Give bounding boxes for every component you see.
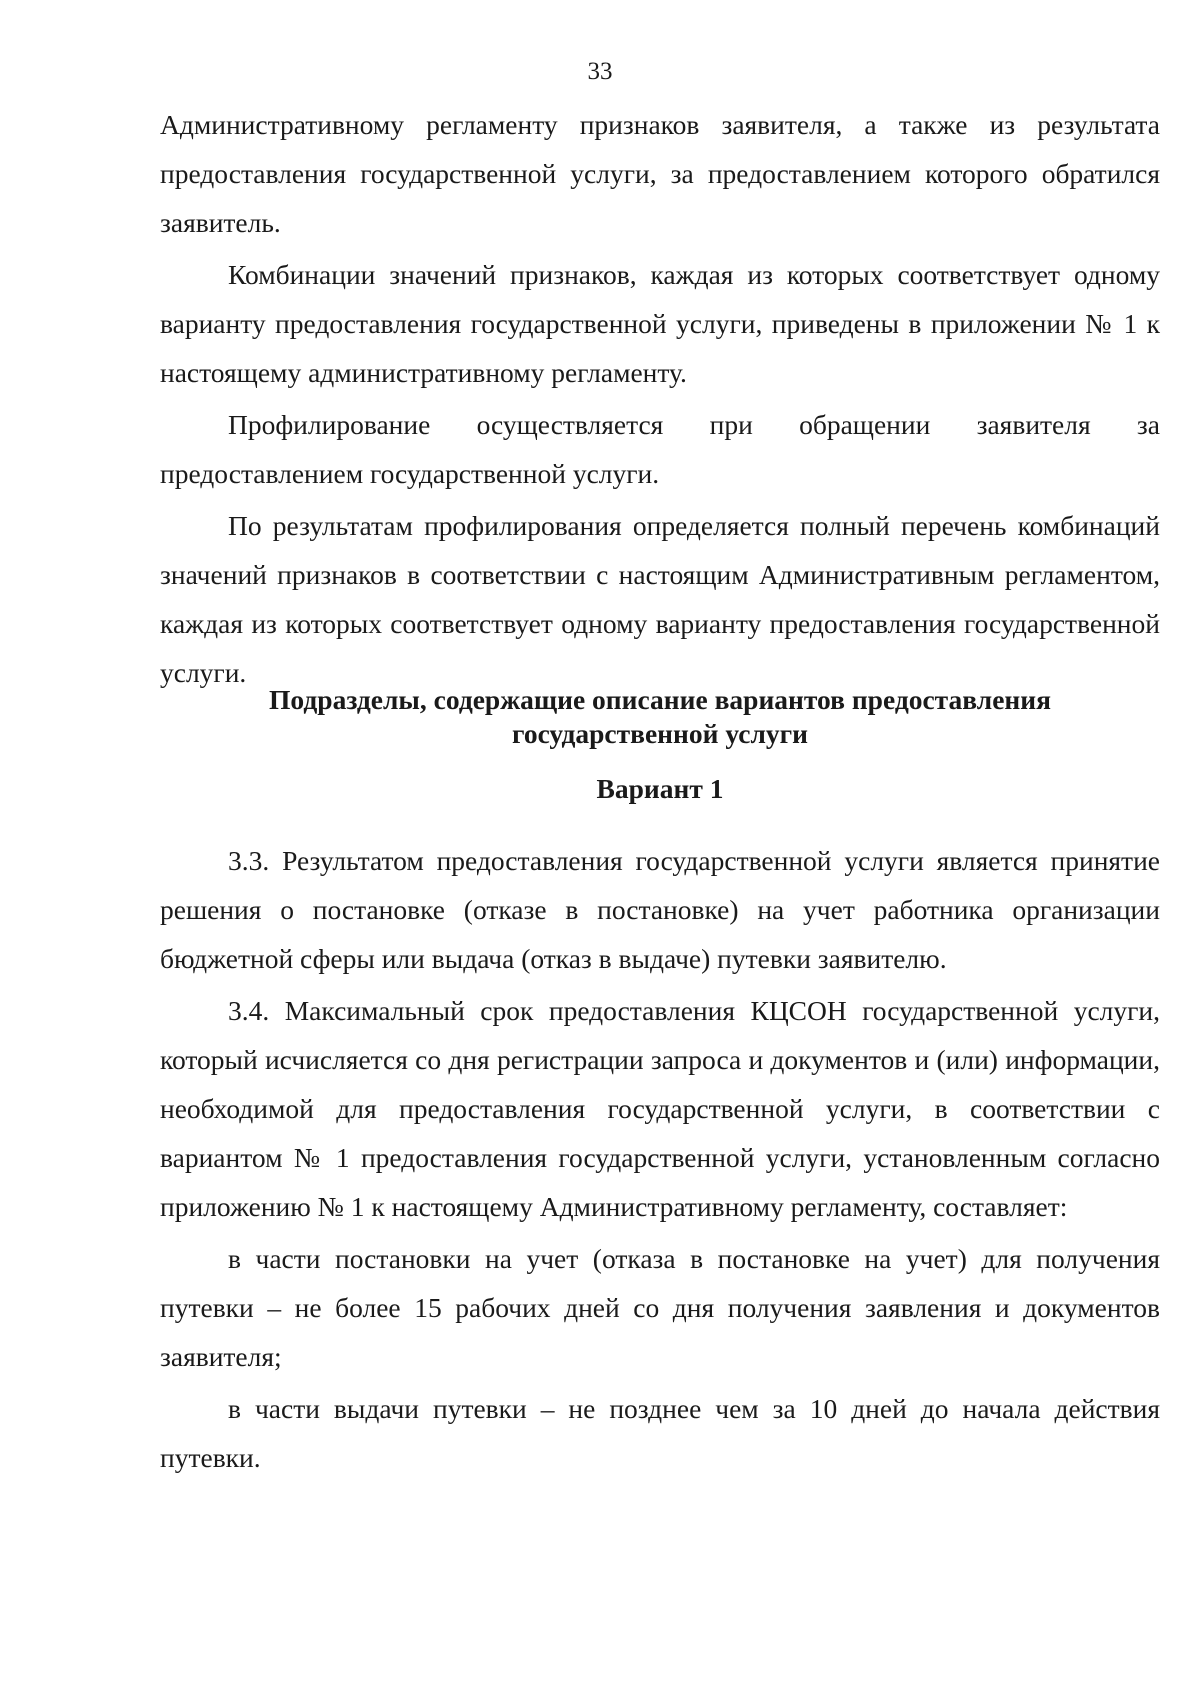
paragraph-issuance-term: в части выдачи путевки – не позднее чем за 10 дней до начала действия путевки. [160,1393,1160,1473]
paragraph-profiling: Профилирование осуществляется при обращении заявителя за предоставлением государственной услуги. [160,409,1160,489]
variant-heading: Вариант 1 [596,773,724,804]
intro-text-block [160,100,1160,697]
paragraph-registration-term: в части постановки на учет (отказа в постановке на учет) для получения путевки – не более 15 рабочих дней со дня получения заявления и документов заявителя; [160,1243,1160,1372]
paragraph-profiling-results: По результатам профилирования определяется полный перечень комбинаций значений признаков в соответствии с настоящим Административным регламентом, каждая из которых соответствует одному варианту предоставления государственной услуги. [160,510,1160,688]
section-heading [160,683,1160,751]
section-heading-line-1: Подразделы, содержащие описание вариантов предоставления [269,684,1051,715]
section-heading-line-2: государственной услуги [512,718,808,749]
paragraph-3-4: 3.4. Максимальный срок предоставления КЦСОН государственной услуги, который исчисляется со дня регистрации запроса и документов и (или) информации, необходимой для предоставления государственной услуги, в соответствии с вариантом № 1 предоставления государственной услуги, установленным согласно приложению № 1 к настоящему Административному регламенту, составляет: [160,995,1160,1222]
paragraph-combinations: Комбинации значений признаков, каждая из которых соответствует одному варианту предоставления государственной услуги, приведены в приложении № 1 к настоящему административному регламенту. [160,259,1160,388]
paragraph-3-3: 3.3. Результатом предоставления государственной услуги является принятие решения о постановке (отказе в постановке) на учет работника организации бюджетной сферы или выдача (отказ в выдаче) путевки заявителю. [160,845,1160,974]
variant-text-block [160,836,1160,1482]
paragraph-continuation: Административному регламенту признаков заявителя, а также из результата предоставления государственной услуги, за предоставлением которого обратился заявитель. [160,109,1160,238]
page-number: 33 [587,58,613,85]
